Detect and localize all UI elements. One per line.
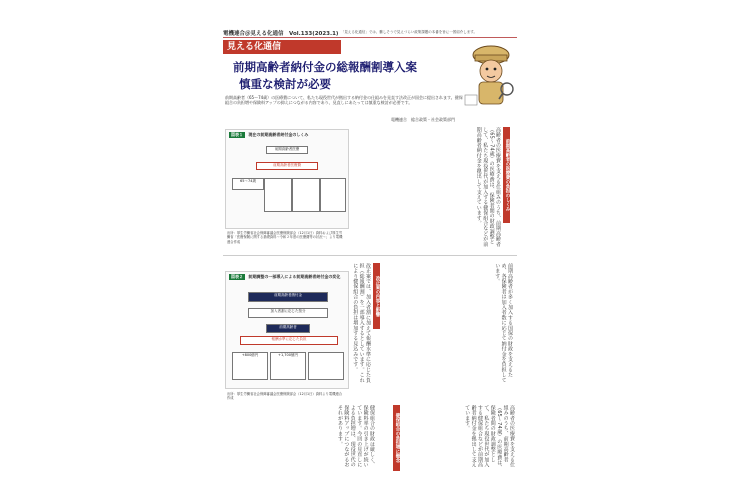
figure-1-title	[226, 130, 348, 140]
fig2-box-change-c	[308, 352, 344, 380]
section-divider	[223, 255, 517, 256]
section-head-3: 健保組合の負担増に懸念	[393, 405, 400, 471]
figure-1-caption: 現在の前期高齢者納付金のしくみ	[248, 132, 309, 137]
body-column-1: 高齢者の医療費を支える仕組みのうち、前期高齢者（65〜74歳）の医療費は、保険者間の財政調整として、私たち現役世代が加入する健保組合などが前期高齢者納付金を拠出して支えています。	[475, 127, 501, 247]
section-head-2: 改正案の内容と影響	[373, 263, 380, 329]
publication-label: 電機連合＠見える化通信 Vol.133(2023.1)	[223, 31, 339, 37]
newsletter-page	[223, 23, 517, 473]
figure-2-title	[226, 272, 348, 282]
figure-2-caption: 前期調整の一部導入による前期高齢者納付金の変化	[248, 274, 341, 279]
fig1-table-cell-c	[320, 178, 346, 212]
figure-1-source: 出所：厚生労働省社会保障審議会医療保険部会（12月1日）資料および厚生労働省「医療保険に関する基礎資料〜令和２年度の医療費等の状況〜」より電機連合作成	[227, 231, 343, 244]
body-column-4: 健保組合の財政は厳しく、保険料率の引き上げが続いています。今回の見直しによる負担増は、現役世代の保険料アップにつながるおそれがあります。	[336, 405, 375, 468]
figure-2-tag: 図表２	[231, 274, 243, 279]
lead-paragraph: 前期高齢者（65〜74歳）の医療費について、私たち現役世代が拠出する納付金の仕組みを見直す法改正が国会に提出されます。健保組合の負担増や保険料アップの抑えにつながる内容であり、見直しにあたっては慎重な検討が必要です。	[225, 95, 463, 106]
fig1-box-middle: 前期高齢者医療費	[256, 162, 318, 170]
series-badge: 見える化通信	[223, 40, 341, 54]
fig2-box-payment: 前期高齢者納付金	[248, 292, 328, 302]
page-title: 前期高齢者納付金の総報酬割導入案	[233, 60, 417, 74]
fig2-box-income-share: 報酬水準に応じた負担	[240, 336, 338, 345]
fig1-table-cell-a	[264, 178, 292, 212]
fig1-box-top: 前期高齢者医療	[266, 146, 308, 154]
fig2-box-allocation: 加入者割に応じた按分	[248, 308, 328, 318]
body-column-5: 高齢者の医療費を支える仕組みのうち、前期高齢者（65〜74歳）の医療費は、保険者間の財政調整として、私たち現役世代が加入する健保組合などが前期高齢者納付金を拠出して支えています。	[464, 405, 515, 471]
detective-mascot-illustration	[463, 41, 517, 111]
figure-1-tag: 図表１	[231, 132, 243, 137]
figure-2	[225, 271, 349, 389]
fig2-box-elderly: 前期高齢者	[266, 324, 310, 333]
fig1-table-cell-b	[292, 178, 320, 212]
section-head-1: 前期高齢者の医療費の負担のしくみ	[503, 127, 510, 223]
header-note: 「見える化通信」では、難しそうで見えづらい政策課題の本番を旨に一図紹介します。	[340, 30, 477, 34]
body-column-3: 改正案では、加入者割に加えて報酬水準に応じた負担（総報酬割）を一部導入するとしています。これにより健保組合の負担は増加する見込みです。	[352, 263, 371, 383]
fig1-box-age: 65〜74歳	[232, 178, 264, 190]
fig2-box-change-b: +1,700億円	[270, 352, 306, 380]
page-subtitle: 慎重な検討が必要	[239, 77, 331, 91]
body-column-2: 前期高齢者が多く加入する国保の財政を支えるため、各保険者は加入者数に応じて納付金を負担しています。	[494, 263, 513, 383]
figure-1	[225, 129, 349, 229]
fig2-box-change-a: +800億円	[232, 352, 268, 380]
author-credit: 電機連合 総合政策・社会政策部門	[391, 117, 455, 122]
figure-2-source: 出所：厚生労働省社会保障審議会医療保険部会（12月1日）資料より電機連合作成	[227, 392, 343, 401]
header-rule	[223, 37, 517, 38]
